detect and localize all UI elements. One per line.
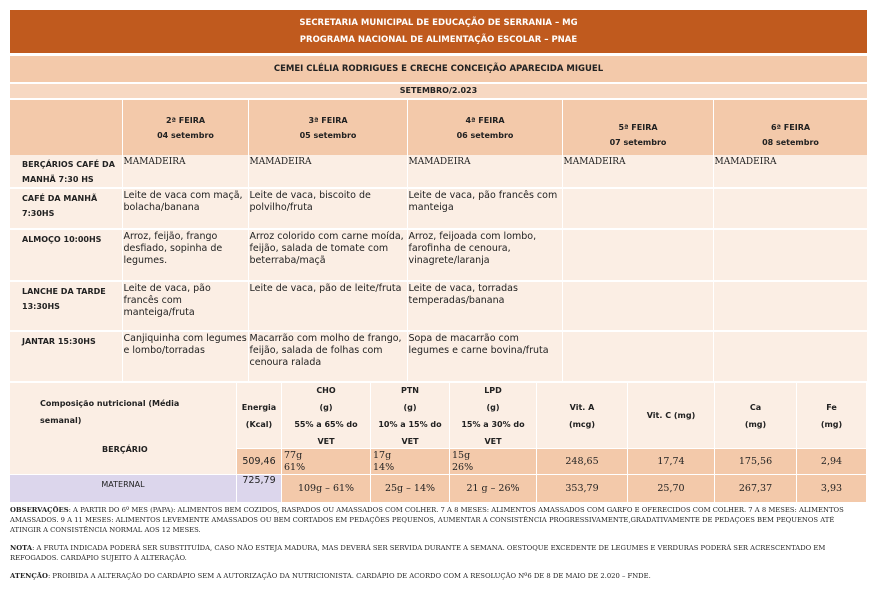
maternal-vitc: 25,70	[628, 475, 715, 503]
meal-cell: MAMADEIRA	[248, 155, 407, 188]
meal-cell	[562, 188, 713, 229]
maternal-label: MATERNAL	[10, 475, 237, 503]
bercario-fe: 2,94	[797, 449, 867, 475]
meal-label: LANCHE DA TARDE 13:30HS	[10, 281, 122, 331]
meal-cell	[562, 229, 713, 281]
meal-row	[10, 188, 867, 229]
maternal-cho: 109g – 61%	[282, 475, 371, 503]
atencao-note: ATENÇÃO: PROIBIDA A ALTERAÇÃO DO CARDÁPIO SEM A AUTORIZAÇÃO DA NUTRICIONISTA. CARDÁPIO DE ACORDO COM A RESOLUÇÃO Nº6 DE 8 DE MAIO DE 2.020 – FNDE.	[10, 572, 651, 580]
meal-cell	[713, 281, 867, 331]
meal-cell: Sopa de macarrão com legumes e carne bovina/fruta	[407, 331, 562, 382]
lpd-header: LPD (g) 15% a 30% do VET	[450, 383, 537, 449]
meal-cell: Leite de vaca, biscoito de polvilho/fruta	[248, 188, 407, 229]
bercario-ca: 175,56	[715, 449, 797, 475]
day-header: 2ª FEIRA 04 setembro	[122, 100, 248, 155]
nota-note: NOTA: A FRUTA INDICADA PODERÁ SER SUBSTITUÍDA, CASO NÃO ESTEJA MADURA, MAS DEVERÁ SER SERVIDA DURANTE A SEMANA. OESTOQUE EXCEDENTE DE LEGUMES E VERDURAS PODERÁ SER ACRESCENTADO EM REFOGADOS. CARDÁPIO SUJEITO À ALTERAÇÃO.	[10, 544, 826, 562]
day-header: 5ª FEIRA 07 setembro	[562, 100, 713, 155]
meal-label: CAFÉ DA MANHÃ 7:30HS	[10, 188, 122, 229]
bercario-lpd: 15g 26%	[450, 449, 537, 475]
days-header-row	[10, 100, 867, 155]
meal-cell	[713, 229, 867, 281]
maternal-ca: 267,37	[715, 475, 797, 503]
meal-cell: Leite de vaca, pão de leite/fruta	[248, 281, 407, 331]
meal-cell: Leite de vaca com maçã, bolacha/banana	[122, 188, 248, 229]
ca-header: Ca (mg)	[715, 383, 797, 449]
meal-cell: Leite de vaca, pão francês com manteiga	[407, 188, 562, 229]
meal-cell: MAMADEIRA	[122, 155, 248, 188]
nutrition-title: Composição nutricional (Média semanal)	[40, 399, 180, 425]
notes-section	[10, 505, 867, 581]
meal-cell: Leite de vaca, torradas temperadas/banana	[407, 281, 562, 331]
menu-document	[10, 10, 867, 589]
meal-cell: Arroz, feijão, frango desfiado, sopinha de legumes.	[122, 229, 248, 281]
energia-header: Energia (Kcal)	[237, 383, 282, 449]
header-banner	[10, 10, 867, 56]
day-header: 4ª FEIRA 06 setembro	[407, 100, 562, 155]
secretaria-title: SECRETARIA MUNICIPAL DE EDUCAÇÃO DE SERRANIA – MG	[299, 17, 578, 28]
school-name: CEMEI CLÉLIA RODRIGUES E CRECHE CONCEIÇÃO APARECIDA MIGUEL	[10, 56, 867, 84]
program-title: PROGRAMA NACIONAL DE ALIMENTAÇÃO ESCOLAR – PNAE	[299, 34, 578, 45]
maternal-ptn: 25g – 14%	[371, 475, 450, 503]
maternal-energia: 725,79	[237, 475, 282, 503]
meal-row	[10, 155, 867, 188]
maternal-lpd: 21 g – 26%	[450, 475, 537, 503]
meal-label: JANTAR 15:30HS	[10, 331, 122, 382]
meal-cell	[562, 331, 713, 382]
bercario-ptn: 17g 14%	[371, 449, 450, 475]
meal-cell	[713, 331, 867, 382]
meal-label: BERÇÁRIOS CAFÉ DA MANHÃ 7:30 HS	[10, 155, 122, 188]
vitc-header: Vit. C (mg)	[628, 383, 715, 449]
day-header: 3ª FEIRA 05 setembro	[248, 100, 407, 155]
corner-cell	[10, 100, 122, 155]
bercario-energia: 509,46	[237, 449, 282, 475]
day-header: 6ª FEIRA 08 setembro	[713, 100, 867, 155]
meal-cell: MAMADEIRA	[562, 155, 713, 188]
meal-cell: MAMADEIRA	[713, 155, 867, 188]
meal-label: ALMOÇO 10:00HS	[10, 229, 122, 281]
bercario-vita: 248,65	[537, 449, 628, 475]
meal-cell	[713, 188, 867, 229]
cho-header: CHO (g) 55% a 65% do VET	[282, 383, 371, 449]
meal-cell: Arroz, feijoada com lombo, farofinha de cenoura, vinagrete/laranja	[407, 229, 562, 281]
nutrition-title-cell	[10, 383, 237, 475]
meal-cell	[562, 281, 713, 331]
ptn-header: PTN (g) 10% a 15% do VET	[371, 383, 450, 449]
fe-header: Fe (mg)	[797, 383, 867, 449]
meal-row	[10, 331, 867, 382]
maternal-fe: 3,93	[797, 475, 867, 503]
meal-row	[10, 229, 867, 281]
vita-header: Vit. A (mcg)	[537, 383, 628, 449]
meal-cell: MAMADEIRA	[407, 155, 562, 188]
month-label: SETEMBRO/2.023	[10, 84, 867, 100]
meal-cell: Macarrão com molho de frango, feijão, salada de folhas com cenoura ralada	[248, 331, 407, 382]
meal-row	[10, 281, 867, 331]
nutrition-table	[10, 383, 867, 503]
meal-cell: Leite de vaca, pão francês com manteiga/fruta	[122, 281, 248, 331]
meal-cell: Canjiquinha com legumes e lombo/torradas	[122, 331, 248, 382]
observacoes-note: OBSERVAÇÕES: A PARTIR DO 6º MES (PAPA): ALIMENTOS BEM COZIDOS, RASPADOS OU AMASSADOS COM COLHER. 7 A 8 MESES: ALIMENTOS AMASSADOS COM GARFO E OFERECIDOS COM COLHER. 7 A 8 MESES: ALIMENTOS AMASSADOS. 9 A 11 MESES: ALIMENTOS LEVEMENTE AMASSADOS OU BEM CORTADOS EM PEDAÇÕES PEQUENOS, AUMENTAR A CONSISTÊNCIA PROGRESSIVAMENTE,GRADATIVAMENTE DE PEDAÇOES BEM PEQUENOS ATÉ ATINGIR A CONSISTÊNCIA NORMAL AOS 12 MESES.	[10, 506, 844, 534]
bercario-vitc: 17,74	[628, 449, 715, 475]
maternal-vita: 353,79	[537, 475, 628, 503]
bercario-cho: 77g 61%	[282, 449, 371, 475]
menu-table	[10, 100, 868, 383]
bercario-label: BERÇÁRIO	[102, 445, 148, 454]
meal-cell: Arroz colorido com carne moída, feijão, salada de tomate com beterraba/maçã	[248, 229, 407, 281]
